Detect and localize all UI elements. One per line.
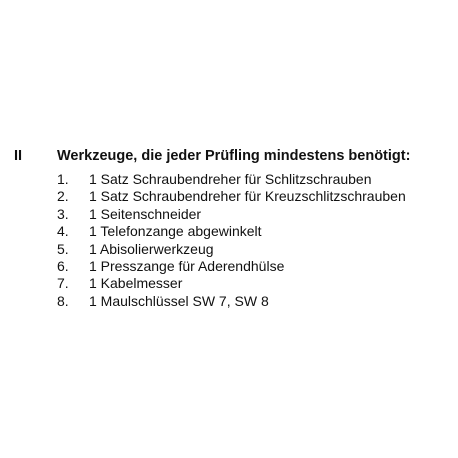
list-item-number: 2. [57, 188, 69, 205]
list-item-number: 5. [57, 240, 69, 257]
list-item-number: 4. [57, 223, 69, 240]
list-item-text: 1 Maulschlüssel SW 7, SW 8 [89, 292, 269, 309]
list-item-text: 1 Telefonzange abgewinkelt [89, 223, 262, 240]
section-heading: Werkzeuge, die jeder Prüfling mindestens benötigt: [57, 148, 411, 164]
list-item-text: 1 Kabelmesser [89, 275, 183, 292]
list-item-text: 1 Seitenschneider [89, 205, 202, 222]
list-item-number: 3. [57, 205, 69, 222]
section-number: II [14, 148, 23, 164]
list-item-text: 1 Presszange für Aderendhülse [89, 257, 285, 274]
list-item-number: 1. [57, 171, 69, 187]
list-item-text: 1 Satz Schraubendreher für Schlitzschrauben [89, 171, 372, 187]
list-item-text: 1 Satz Schraubendreher für Kreuzschlitzschrauben [89, 188, 406, 205]
list-item-number: 8. [57, 292, 69, 309]
list-item-number: 6. [57, 257, 69, 274]
list-item-text: 1 Abisolierwerkzeug [89, 240, 214, 257]
list-item-number: 7. [57, 275, 69, 292]
